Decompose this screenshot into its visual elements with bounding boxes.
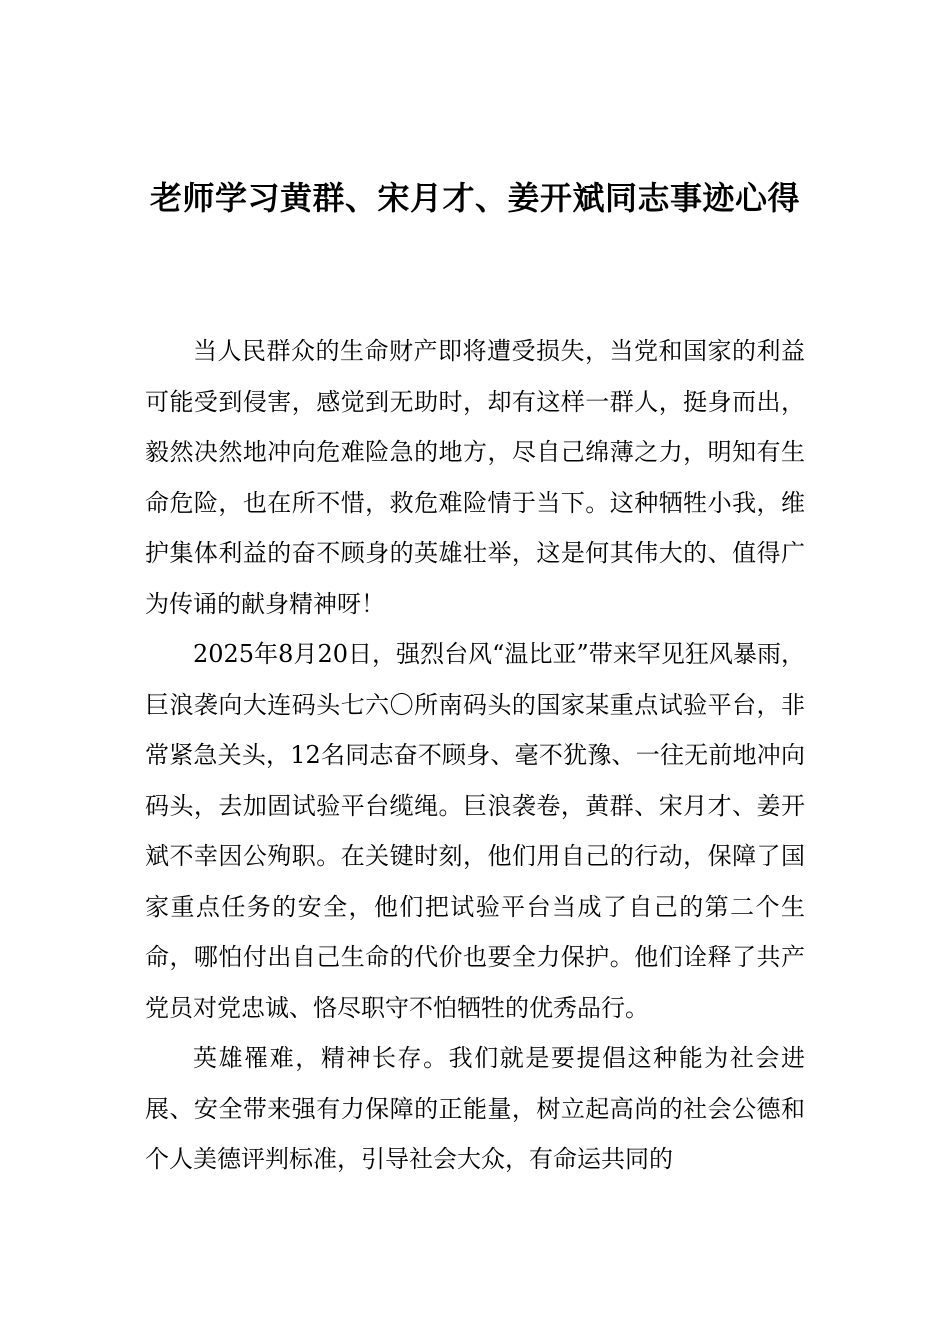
paragraph-3: 英雄罹难，精神长存。我们就是要提倡这种能为社会进展、安全带来强有力保障的正能量，树立起高尚的社会公德和个人美德评判标准，引导社会大众，有命运共同的 [145,1044,805,1173]
paragraph-2: 2025年8月20日，强烈台风“温比亚”带来罕见狂风暴雨，巨浪袭向大连码头七六〇所南码头的国家某重点试验平台，非常紧急关头，12名同志奋不顾身、毫不犹豫、一往无前地冲向码头，去加固试验平台缆绳。巨浪袭卷，黄群、宋月才、姜开斌不幸因公殉职。在关键时刻，他们用自己的行动，保障了国家重点任务的安全，他们把试验平台当成了自己的第二个生命，哪怕付出自己生命的代价也要全力保护。他们诠释了共产党员对党忠诚、恪尽职守不怕牺牲的优秀品行。 [145,640,805,1022]
paragraph-1: 当人民群众的生命财产即将遭受损失，当党和国家的利益可能受到侵害，感觉到无助时，却有这样一群人，挺身而出，毅然决然地冲向危难险急的地方，尽自己绵薄之力，明知有生命危险，也在所不惜，救危难险情于当下。这种牺牲小我，维护集体利益的奋不顾身的英雄壮举，这是何其伟大的、值得广为传诵的献身精神呀！ [145,337,805,618]
document-body [145,326,805,1185]
document-title: 老师学习黄群、宋月才、姜开斌同志事迹心得 [149,179,800,217]
